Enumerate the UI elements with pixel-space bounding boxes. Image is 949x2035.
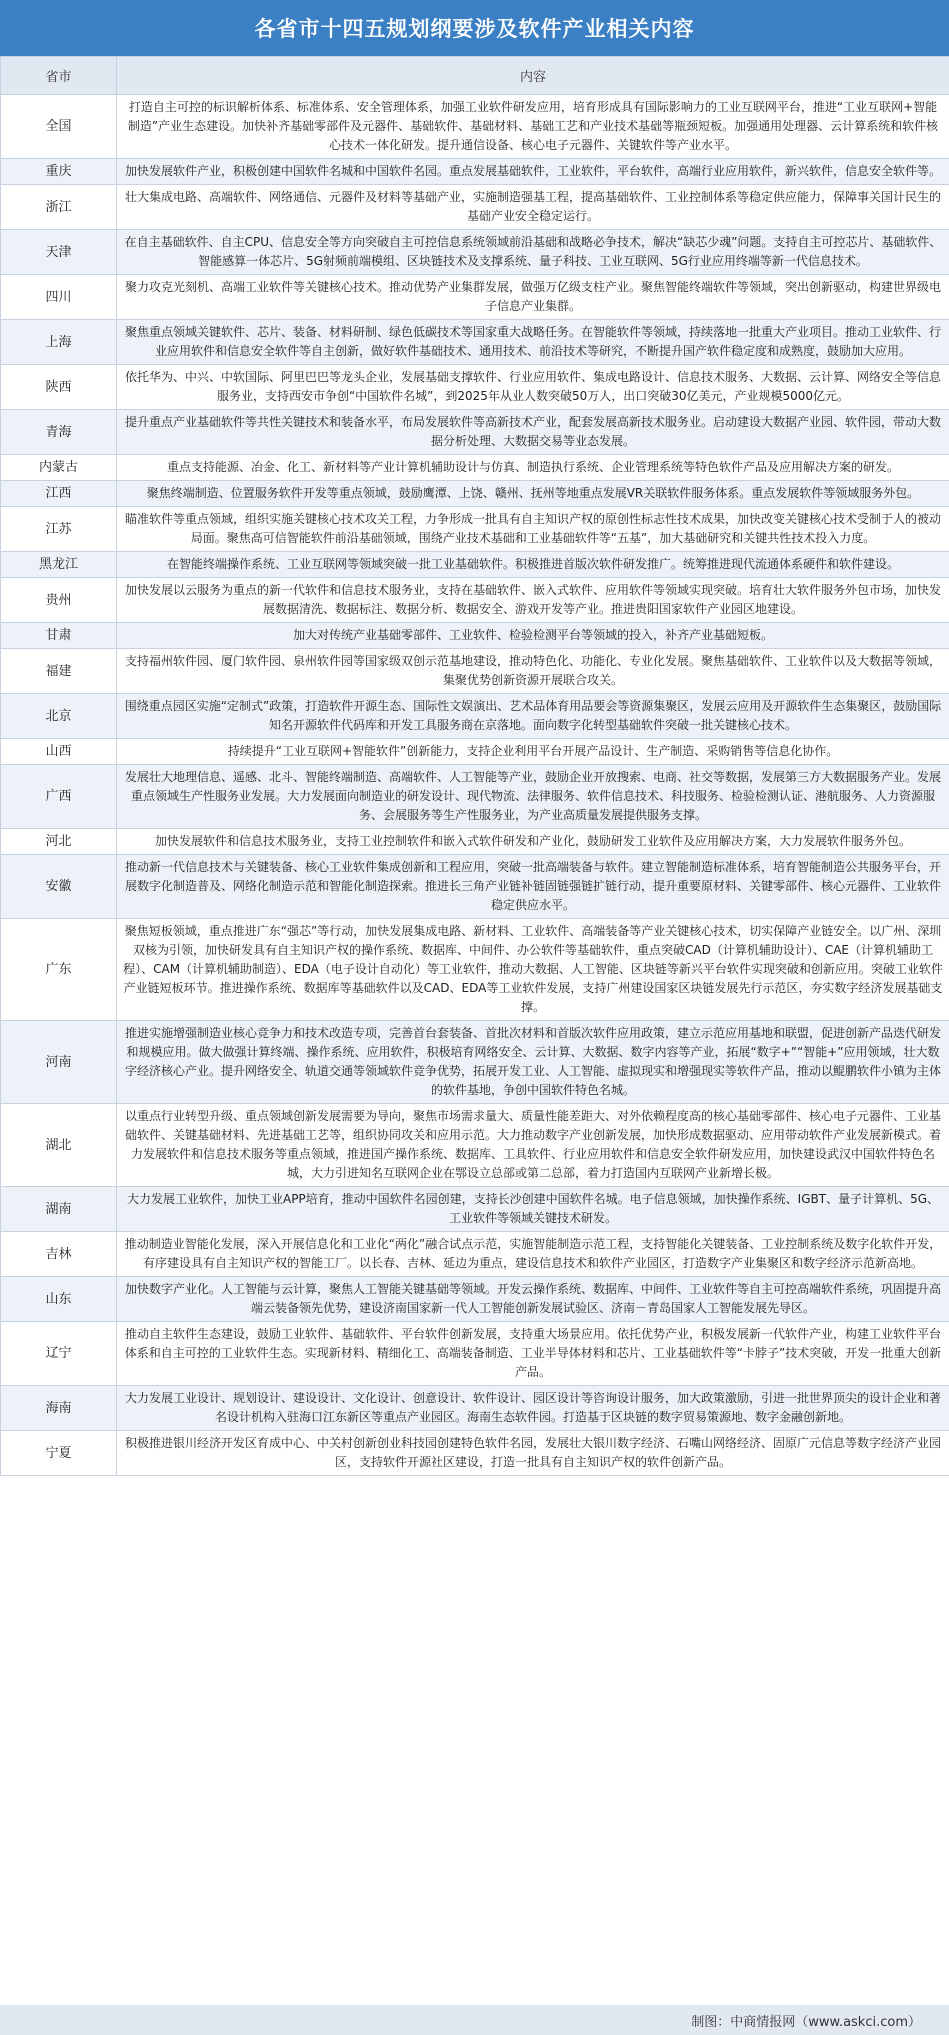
column-header-province: 省市: [1, 57, 117, 95]
table-body: [1, 95, 949, 1476]
table-row: [1, 649, 949, 694]
table-row: [1, 320, 949, 365]
table-row: [1, 275, 949, 320]
content-cell: 瞄准软件等重点领域，组织实施关键核心技术攻关工程，力争形成一批具有自主知识产权的原创性标志性技术成果，加快改变关键核心技术受制于人的被动局面。聚焦高可信智能软件前沿基础领域，围绕产业技术基础和工业基础软件等“五基”，加大基础研究和关键共性技术投入力度。: [117, 507, 949, 552]
table-row: [1, 739, 949, 765]
table-row: [1, 694, 949, 739]
table-row: [1, 1322, 949, 1386]
province-cell: 海南: [1, 1386, 117, 1431]
content-cell: 推动新一代信息技术与关键装备、核心工业软件集成创新和工程应用，突破一批高端装备与软件。建立智能制造标准体系，培育智能制造公共服务平台，开展数字化制造普及、网络化制造示范和智能化制造探索。推进长三角产业链补链固链强链扩链行动，提升重要原材料、关键零部件、核心元器件、工业软件稳定供应水平。: [117, 855, 949, 919]
province-cell: 湖南: [1, 1187, 117, 1232]
table-row: [1, 1232, 949, 1277]
province-cell: 山西: [1, 739, 117, 765]
table-row: [1, 159, 949, 185]
province-cell: 内蒙古: [1, 455, 117, 481]
province-cell: 贵州: [1, 578, 117, 623]
province-cell: 青海: [1, 410, 117, 455]
province-cell: 江苏: [1, 507, 117, 552]
province-cell: 江西: [1, 481, 117, 507]
content-cell: 以重点行业转型升级、重点领域创新发展需要为导向，聚焦市场需求量大、质量性能差距大、对外依赖程度高的核心基础零部件、核心电子元器件、工业基础软件、关键基础材料、先进基础工艺等，组织协同攻关和应用示范。大力推动数字产业创新发展，加快形成数据驱动、应用带动软件产业发展新模式。着力发展软件和信息技术服务等重点领域，推进国产操作系统、数据库、工具软件、行业应用软件和信息安全软件研发应用，加快建设武汉中国软件特色名城，大力引进知名互联网企业在鄂设立总部或第二总部，着力打造国内互联网产业新增长极。: [117, 1104, 949, 1187]
content-cell: 壮大集成电路、高端软件、网络通信、元器件及材料等基础产业，实施制造强基工程，提高基础软件、工业控制体系等稳定供应能力，保障事关国计民生的基础产业安全稳定运行。: [117, 185, 949, 230]
table-row: [1, 230, 949, 275]
table-row: [1, 365, 949, 410]
table-row: [1, 507, 949, 552]
province-cell: 河北: [1, 829, 117, 855]
province-cell: 吉林: [1, 1232, 117, 1277]
province-cell: 辽宁: [1, 1322, 117, 1386]
content-cell: 持续提升“工业互联网+智能软件”创新能力，支持企业利用平台开展产品设计、生产制造、采购销售等信息化协作。: [117, 739, 949, 765]
province-cell: 广东: [1, 919, 117, 1021]
province-cell: 湖北: [1, 1104, 117, 1187]
table-row: [1, 1386, 949, 1431]
content-cell: 加快数字产业化。人工智能与云计算，聚焦人工智能关键基础等领域。开发云操作系统、数据库、中间件、工业软件等自主可控高端软件系统，巩固提升高端云装备领先优势，建设济南国家新一代人工智能创新发展试验区、济南－青岛国家人工智能发展先导区。: [117, 1277, 949, 1322]
table-row: [1, 185, 949, 230]
content-cell: 在智能终端操作系统、工业互联网等领域突破一批工业基础软件。积极推进首版次软件研发推广。统筹推进现代流通体系硬件和软件建设。: [117, 552, 949, 578]
province-cell: 四川: [1, 275, 117, 320]
content-cell: 聚力攻克光刻机、高端工业软件等关键核心技术。推动优势产业集群发展，做强万亿级支柱产业。聚焦智能终端软件等领域，突出创新驱动，构建世界级电子信息产业集群。: [117, 275, 949, 320]
content-cell: 加快发展以云服务为重点的新一代软件和信息技术服务业，支持在基础软件、嵌入式软件、应用软件等领域实现突破。培育壮大软件服务外包市场，加快发展数据清洗、数据标注、数据分析、数据安全、游戏开发等产业。推进贵阳国家软件产业园区地建设。: [117, 578, 949, 623]
content-cell: 发展壮大地理信息、遥感、北斗、智能终端制造、高端软件、人工智能等产业，鼓励企业开放搜索、电商、社交等数据，发展第三方大数据服务产业。发展重点领域生产性服务业发展。大力发展面向制造业的研发设计、现代物流、法律服务、软件信息技术、科技服务、检验检测认证、港航服务、人力资源服务、会展服务等生产性服务业，为产业高质量发展提供服务支撑。: [117, 765, 949, 829]
content-cell: 支持福州软件园、厦门软件园、泉州软件园等国家级双创示范基地建设，推动特色化、功能化、专业化发展。聚焦基础软件、工业软件以及大数据等领域，集聚优势创新资源开展联合攻关。: [117, 649, 949, 694]
table-row: [1, 1431, 949, 1476]
province-cell: 陕西: [1, 365, 117, 410]
content-cell: 推动自主软件生态建设，鼓励工业软件、基础软件、平台软件创新发展，支持重大场景应用。依托优势产业，积极发展新一代软件产业，构建工业软件平台体系和自主可控的工业软件生态。实现新材料、精细化工、高端装备制造、工业半导体材料和芯片、工业基础软件等“卡脖子”技术突破，开发一批重大创新产品。: [117, 1322, 949, 1386]
content-cell: 加大对传统产业基础零部件、工业软件、检验检测平台等领域的投入，补齐产业基础短板。: [117, 623, 949, 649]
table-row: [1, 919, 949, 1021]
content-cell: 围绕重点园区实施“定制式”政策，打造软件开源生态、国际性文娱演出、艺术品体育用品要会等资源集聚区，发展云应用及开源软件生态集聚区，鼓励国际知名开源软件代码库和开发工具服务商在京落地。面向数字化转型基础软件突破一批关键核心技术。: [117, 694, 949, 739]
table-row: [1, 552, 949, 578]
province-cell: 广西: [1, 765, 117, 829]
province-cell: 宁夏: [1, 1431, 117, 1476]
content-cell: 大力发展工业设计、规划设计、建设设计、文化设计、创意设计、软件设计、园区设计等咨询设计服务，加大政策激励，引进一批世界顶尖的设计企业和著名设计机构入驻海口江东新区等重点产业园区。海南生态软件园。打造基于区块链的数字贸易策源地、数字金融创新地。: [117, 1386, 949, 1431]
page-title: 各省市十四五规划纲要涉及软件产业相关内容: [0, 0, 949, 56]
content-cell: 聚焦短板领域，重点推进广东“强芯”等行动，加快发展集成电路、新材料、工业软件、高端装备等产业关键核心技术，切实保障产业链安全。以广州、深圳双核为引领，加快研发具有自主知识产权的操作系统、数据库、中间件、办公软件等基础软件，重点突破CAD（计算机辅助设计）、CAE（计算机辅助工程）、CAM（计算机辅助制造）、EDA（电子设计自动化）等工业软件，推动大数据、人工智能、区块链等新兴平台软件实现突破和创新应用。突破工业软件产业链短板环节。推进操作系统、数据库等基础软件以及CAD、EDA等工业软件发展，支持广州建设国家区块链发展先行示范区，夯实数字经济发展基础支撑。: [117, 919, 949, 1021]
content-cell: 推进实施增强制造业核心竞争力和技术改造专项，完善首台套装备、首批次材料和首版次软件应用政策，建立示范应用基地和联盟，促进创新产品迭代研发和规模应用。做大做强计算终端、操作系统、应用软件，积极培育网络安全、云计算、大数据、数字内容等产业，拓展“数字+”“智能+”应用领域，壮大数字经济核心产业。提升网络安全、轨道交通等领域软件竞争优势，拓展开发工业、人工智能、虚拟现实和增强现实等软件产品，推动以鲲鹏软件小镇为主体的软件基地，争创中国软件特色名城。: [117, 1021, 949, 1104]
province-cell: 全国: [1, 95, 117, 159]
content-cell: 提升重点产业基础软件等共性关键技术和装备水平，布局发展软件等高新技术产业，配套发展高新技术服务业。启动建设大数据产业园、软件园，带动大数据分析处理、大数据交易等业态发展。: [117, 410, 949, 455]
content-cell: 依托华为、中兴、中软国际、阿里巴巴等龙头企业，发展基础支撑软件、行业应用软件、集成电路设计、信息技术服务、大数据、云计算、网络安全等信息服务业，支持西安市争创“中国软件名城”，到2025年从业人数突破50万人，出口突破30亿美元，产业规模5000亿元。: [117, 365, 949, 410]
province-cell: 北京: [1, 694, 117, 739]
province-cell: 河南: [1, 1021, 117, 1104]
column-header-content: 内容: [117, 57, 949, 95]
table-row: [1, 481, 949, 507]
content-cell: 加快发展软件和信息技术服务业，支持工业控制软件和嵌入式软件研发和产业化，鼓励研发工业软件及应用解决方案，大力发展软件服务外包。: [117, 829, 949, 855]
table-row: [1, 855, 949, 919]
table-row: [1, 1104, 949, 1187]
content-cell: 加快发展软件产业，积极创建中国软件名城和中国软件名园。重点发展基础软件，工业软件，平台软件，高端行业应用软件，新兴软件，信息安全软件等。: [117, 159, 949, 185]
table-row: [1, 410, 949, 455]
province-cell: 重庆: [1, 159, 117, 185]
content-cell: 大力发展工业软件，加快工业APP培育，推动中国软件名园创建，支持长沙创建中国软件名城。电子信息领域，加快操作系统、IGBT、量子计算机、5G、工业软件等领域关键技术研发。: [117, 1187, 949, 1232]
table-row: [1, 765, 949, 829]
table-row: [1, 578, 949, 623]
table-row: [1, 95, 949, 159]
table-header-row: [1, 57, 949, 95]
province-cell: 甘肃: [1, 623, 117, 649]
content-cell: 积极推进银川经济开发区育成中心、中关村创新创业科技园创建特色软件名园，发展壮大银川数字经济、石嘴山网络经济、固原广元信息等数字经济产业园区，支持软件开源社区建设，打造一批具有自主知识产权的软件创新产品。: [117, 1431, 949, 1476]
table-row: [1, 1187, 949, 1232]
province-cell: 福建: [1, 649, 117, 694]
content-cell: 打造自主可控的标识解析体系、标准体系、安全管理体系，加强工业软件研发应用，培育形成具有国际影响力的工业互联网平台，推进“工业互联网+智能制造”产业生态建设。加快补齐基础零部件及元器件、基础软件、基础材料、基础工艺和产业技术基础等瓶颈短板。加强通用处理器、云计算系统和软件核心技术一体化研发。提升通信设备、核心电子元器件、关键软件等产业水平。: [117, 95, 949, 159]
province-cell: 天津: [1, 230, 117, 275]
province-cell: 安徽: [1, 855, 117, 919]
table-row: [1, 623, 949, 649]
table-row: [1, 455, 949, 481]
source-credit: 制图：中商情报网（www.askci.com）: [0, 2005, 949, 2035]
content-cell: 聚焦重点领域关键软件、芯片、装备、材料研制、绿色低碳技术等国家重大战略任务。在智能软件等领域，持续落地一批重大产业项目。推动工业软件、行业应用软件和信息安全软件等自主创新，做好软件基础技术、通用技术、前沿技术等研究，不断提升国产软件稳定度和成熟度，鼓励加大应用。: [117, 320, 949, 365]
content-cell: 聚焦终端制造、位置服务软件开发等重点领域，鼓励鹰潭、上饶、赣州、抚州等地重点发展VR关联软件服务体系。重点发展软件等领域服务外包。: [117, 481, 949, 507]
content-cell: 推动制造业智能化发展，深入开展信息化和工业化“两化”融合试点示范，实施智能制造示范工程，支持智能化关键装备、工业控制系统及数字化软件开发，有序建设具有自主知识产权的智能工厂。以长春、吉林、延边为重点，建设信息技术和软件产业园区，打造数字产业集聚区和数字经济示范新高地。: [117, 1232, 949, 1277]
policy-table: [0, 56, 949, 1476]
table-row: [1, 829, 949, 855]
province-cell: 浙江: [1, 185, 117, 230]
table-row: [1, 1021, 949, 1104]
table-row: [1, 1277, 949, 1322]
province-cell: 山东: [1, 1277, 117, 1322]
province-cell: 黑龙江: [1, 552, 117, 578]
content-cell: 重点支持能源、冶金、化工、新材料等产业计算机辅助设计与仿真、制造执行系统、企业管理系统等特色软件产品及应用解决方案的研发。: [117, 455, 949, 481]
province-cell: 上海: [1, 320, 117, 365]
content-cell: 在自主基础软件、自主CPU、信息安全等方向突破自主可控信息系统领域前沿基础和战略必争技术，解决“缺芯少魂”问题。支持自主可控芯片、基础软件、智能感算一体芯片、5G射频前端模组、区块链技术及支撑系统、量子科技、工业互联网、5G行业应用终端等新一代信息技术。: [117, 230, 949, 275]
